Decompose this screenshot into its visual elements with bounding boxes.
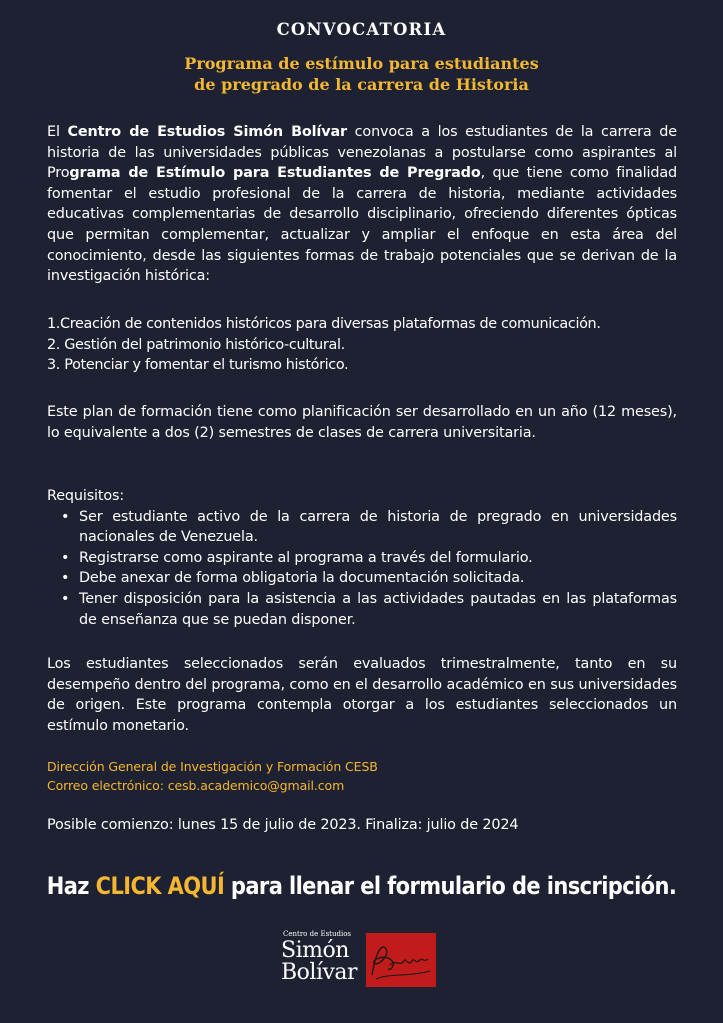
intro-paragraph [47,122,677,287]
list-item: • Registrarse como aspirante al programa a través del formulario. [79,548,677,569]
signature-graphic [366,933,436,987]
intro-bold-center-name: Centro de Estudios Simón Bolívar [67,124,347,140]
subtitle-line-1: Programa de estímulo para estudiantes [184,54,539,73]
closing-paragraph: Los estudiantes seleccionados serán evaluados trimestralmente, tanto en su desempeño dentro del programa, como en el desarrollo académico en sus universidades de origen. Este programa contempla otorgar a los estudiantes seleccionados un estímulo monetario. [47,656,677,734]
subtitle-line-2: de pregrado de la carrera de Historia [194,75,529,94]
list-item: • Tener disposición para la asistencia a las actividades pautadas en las plataformas de enseñanza que se puedan disponer. [79,589,677,630]
list-item: • Ser estudiante activo de la carrera de historia de pregrado en universidades nacionales de Venezuela. [79,507,677,548]
dates-text: Posible comienzo: lunes 15 de julio de 2023. Finaliza: julio de 2024 [47,817,519,833]
cesb-logo [281,929,438,991]
page-subtitle [0,53,723,95]
list-item: 1.Creación de contenidos históricos para diversas plataformas de comunicación. [47,316,601,332]
intro-bold-program-name: grama de Estímulo para Estudiantes de Pregrado [69,165,481,182]
signature-icon [366,933,436,987]
call-to-action [0,872,723,900]
intro-text-1: El [47,124,68,140]
click-here-link[interactable]: CLICK AQUÍ [95,872,225,900]
logo-line-2: Bolívar [281,960,358,985]
direction-text: Dirección General de Investigación y Formación CESB [47,759,378,774]
cta-prefix: Haz [46,872,96,900]
cta-suffix: para llenar el formulario de inscripción. [224,872,677,900]
contact-info [47,757,378,795]
requirements-heading: Requisitos: [47,488,125,504]
logo-line-1: Simón [281,938,349,963]
page-title: CONVOCATORIA [276,20,447,39]
plan-paragraph: Este plan de formación tiene como planificación ser desarrollado en un año (12 meses), lo equivalente a dos (2) semestres de clases de carrera universitaria. [47,404,677,441]
requirements-section [47,486,677,630]
list-item: 2. Gestión del patrimonio histórico-cultural. [47,336,345,353]
email-text: Correo electrónico: cesb.academico@gmail.com [47,778,345,793]
list-item: 3. Potenciar y fomentar el turismo histórico. [47,357,349,374]
list-item: • Debe anexar de forma obligatoria la documentación solicitada. [79,568,677,589]
requirements-list [47,507,677,631]
work-forms-list [47,314,677,376]
intro-text-2: convoca a los estudiantes de la carrera de historia de las universidades públicas venezolanas a postularse como aspirantes al Pro [47,124,677,182]
logo-small-text: Centro de Estudios [283,930,352,938]
intro-text-3: , que tiene como finalidad fomentar el estudio profesional de la carrera de historia, mediante actividades educativas complementarias de desarrollo disciplinario, ofreciendo diferentes ópticas que permitan complementar, actualizar y ampliar el enfoque en esta área del conocimiento, desde las siguientes formas de trabajo potenciales que se derivan de la investigación histórica: [47,165,677,285]
